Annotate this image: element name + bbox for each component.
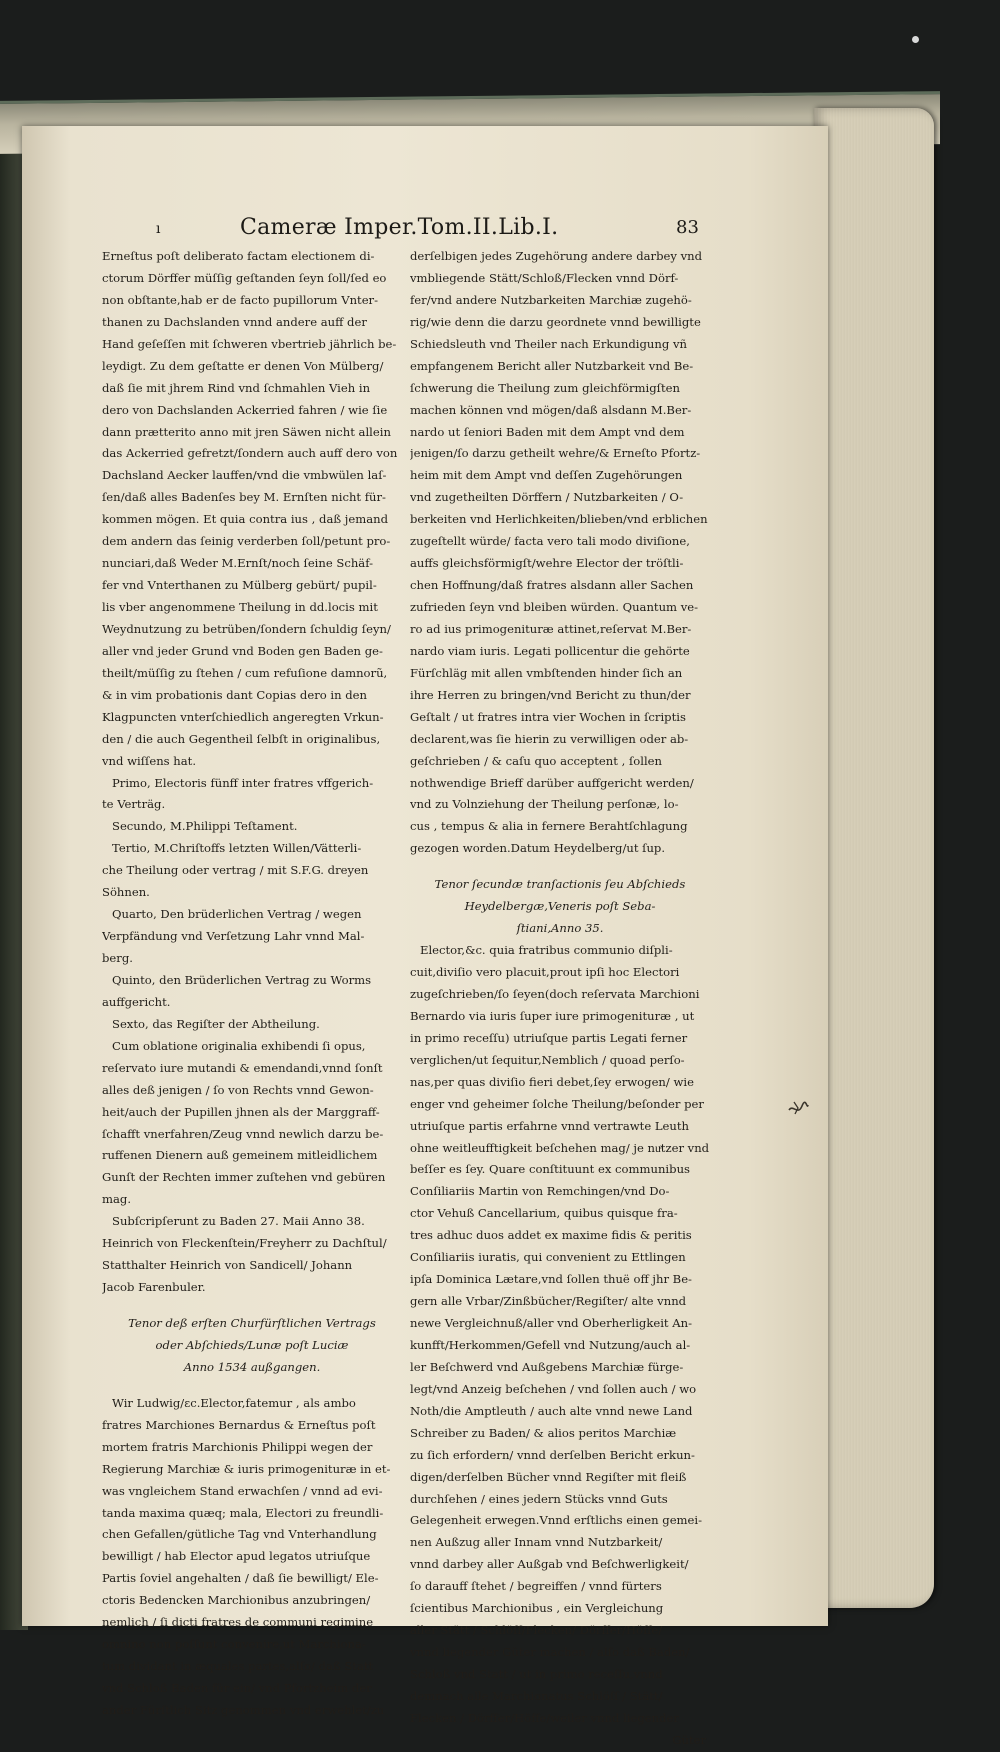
- text-line: dem andern das ſeinig verderben ſoll/petunt pro-: [102, 534, 391, 549]
- text-line: chen Hoffnung/daß fratres alsdann aller Sachen: [410, 578, 694, 593]
- text-line: Fürſchläg mit allen vmbſtenden hinder ſich an: [410, 665, 683, 680]
- text-line: geſchrieben / & caſu quo acceptent , ſollen: [410, 753, 662, 768]
- text-line: & in vim probationis dant Copias dero in den: [102, 687, 368, 702]
- text-line: thanen zu Dachslanden vnnd andere auff der: [102, 314, 367, 329]
- text-line: nardo ut ſeniori Baden mit dem Ampt vnd dem: [410, 424, 685, 439]
- text-line: Hand geſeſſen mit ſchweren vbertrieb jährlich be-: [102, 336, 397, 351]
- text-line: legt/vnd Anzeig beſchehen / vnd ſollen auch / wo: [410, 1381, 697, 1396]
- text-line: Gunſt der Rechten immer zuſtehen vnd gebüren: [102, 1170, 386, 1185]
- text-line: te Verträg.: [102, 797, 166, 812]
- text-line: auffs gleichsförmigſt/wehre Elector der tröſtli-: [410, 556, 684, 571]
- text-line: cus , tempus & alia in fernere Berahtſchlagung: [410, 819, 688, 834]
- text-line: nothwendige Brieff darüber auffgericht werden/: [410, 775, 694, 790]
- text-line: Tenor deß erſten Churfürſtlichen Vertrags: [128, 1316, 376, 1330]
- text-line: Subſcripſerunt zu Baden 27. Maii Anno 38.: [112, 1214, 365, 1229]
- text-line: Jacob Farenbuler.: [102, 1280, 206, 1295]
- text-line: durchſehen / eines jedern Stücks vnnd Guts: [410, 1491, 668, 1506]
- text-line: tanda maxima quæq; mala, Electori zu freundli-: [102, 1505, 384, 1520]
- text-line: Heinrich von Fleckenſtein/Freyherr zu Dachſtul/: [102, 1236, 387, 1251]
- text-line: Gelegenheit erwegen.Vnnd erſtlichs einen gemei-: [410, 1513, 703, 1528]
- text-line: beſſer es ſey. Quare conſtituunt ex communibus: [410, 1162, 690, 1177]
- text-line: Schreiber zu Baden/ & alios peritos Marchiæ: [410, 1425, 677, 1440]
- text-line: Conſiliariis iuratis, qui convenient zu Ettlingen: [410, 1250, 686, 1265]
- text-line: aller Stätt / Schlöſſ/Flecken/ Dörffer/Höffe/: [410, 1623, 663, 1638]
- text-line: ctorum Dörffer müſſig geſtanden ſeyn ſoll/ſed eo: [102, 270, 387, 285]
- text-line: kunfft/Herkommen/Gefell vnd Nutzung/auch al-: [410, 1337, 691, 1352]
- text-line: nunciari,daß Weder M.Ernſt/noch ſeine Schäf-: [102, 556, 374, 571]
- text-line: Partis ſoviel angehalten / daß ſie bewilligt/ Ele-: [102, 1571, 379, 1586]
- text-line: utriuſque partis erfahrne vnnd vertrawte Leuth: [410, 1118, 690, 1133]
- text-line: dann prætterito anno mit jren Säwen nicht allein: [102, 424, 391, 439]
- background-speck: [912, 36, 919, 43]
- text-line: rig/wie denn die darzu geordnete vnnd bewilligte: [410, 314, 701, 329]
- text-line: non obſtante,hab er de facto pupillorum Vnter-: [102, 292, 379, 307]
- text-line: vnd zugetheilten Dörffern / Nutzbarkeiten / O-: [410, 490, 684, 505]
- text-line: ſtiani,Anno 35.: [516, 921, 604, 936]
- text-line: mortem fratris Marchionis Philippi wegen der: [102, 1439, 373, 1454]
- text-line: daß ſie mit jhrem Rind vnd ſchmahlen Vieh in: [102, 380, 371, 395]
- text-line: den / die auch Gegentheil ſelbſt in originalibus,: [102, 731, 381, 746]
- text-line: Noth/die Amptleuth / auch alte vnnd newe Land: [410, 1403, 693, 1418]
- text-line: gern alle Vrbar/Zinßbücher/Regiſter/ alte vnnd: [410, 1294, 687, 1309]
- text-line: das Ackerried gefretzt/ſondern auch auff dero von: [102, 446, 398, 461]
- text-line: berkeiten vnd Herlichkeiten/blieben/vnd erblichen: [410, 512, 708, 527]
- text-line: Verpfändung vnd Verſetzung Lahr vnnd Mal-: [102, 929, 365, 944]
- text-line: nemlich / ſi dicti fratres de communi regimine: [102, 1615, 374, 1630]
- text-line: was vngleichem Stand erwachſen / vnnd ad evi-: [102, 1483, 383, 1498]
- text-line: mag.: [102, 1192, 132, 1207]
- text-line: Klagpuncten vnterſchiedlich angeregten Vrkun-: [102, 709, 384, 724]
- left-text-column: [102, 246, 402, 1722]
- spacer: [410, 860, 710, 874]
- text-line: Cum oblatione originalia exhibendi ſi opus,: [112, 1038, 366, 1053]
- text-line: vnd Schloß Baden für ein/ vnd Pfortzheim der: [102, 1681, 372, 1695]
- text-line: nas,per quas diviſio fieri debet,ſey erwogen/ wie: [410, 1074, 694, 1089]
- text-line: ander Fürſtlich Sitz genommen vnd erwehlet/zu: [102, 1702, 385, 1717]
- text-line: heim mit dem Ampt vnd deſſen Zugehörungen: [410, 468, 683, 483]
- header-mark: ı: [156, 221, 161, 237]
- text-line: nardo viam iuris. Legati pollicentur die gehörte: [410, 643, 690, 658]
- text-line: jenigen/ſo darzu getheilt wehre/& Erneſto Pfortz-: [410, 446, 701, 461]
- text-line: Quarto, Den brüderlichen Vertrag / wegen: [112, 907, 362, 922]
- text-line: Wir Ludwig/ɛc.Elector,fatemur , als ambo: [112, 1395, 356, 1410]
- page-fore-edge: [814, 108, 934, 1608]
- text-line: newe Vergleichnuß/aller vnd Oberherligkeit An-: [410, 1316, 693, 1330]
- text-line: ro ad ius primogenituræ attinet,reſervat M.Ber-: [410, 621, 692, 636]
- text-line: ipſa Dominica Lætare,vnd ſollen thuë off jhr Be-: [410, 1272, 692, 1287]
- text-line: ler Beſchwerd vnd Außgebens Marchiæ fürge-: [410, 1359, 684, 1374]
- running-header: [120, 215, 700, 247]
- text-line: ſo darauff ſtehet / begreiffen / vnnd fürters: [410, 1579, 662, 1594]
- text-line: ſchafft vnerfahren/Zeug vnnd newlich darzu be-: [102, 1126, 384, 1141]
- text-line: ctoris Bedencken Marchionibus anzubringen/: [102, 1593, 371, 1608]
- text-line: Bernardo via iuris ſuper iure primogenituræ , ut: [410, 1008, 695, 1023]
- text-line: ruffenen Dienern auß gemeinem mitleidlichem: [102, 1148, 378, 1163]
- text-line: demnach alle Marchionatus Schlöſſ / Stätt/: [410, 1688, 663, 1703]
- text-line: zufrieden ſeyn vnd bleiben würden. Quantum ve-: [410, 600, 699, 614]
- text-line: Anno 1534 außgangen.: [183, 1359, 321, 1374]
- text-line: vmbliegende Stätt/Schloß/Flecken vnnd Dörf-: [410, 270, 679, 285]
- text-line: oder Abſchieds/Lunæ poſt Luciæ: [155, 1337, 349, 1352]
- text-line: reſervato iure mutandi & emendandi,vnnd ſonſt: [102, 1060, 383, 1075]
- text-line: Erneſtus poſt deliberato factam electionem di-: [102, 249, 375, 263]
- text-line: empfangenem Bericht aller Nutzbarkeit vnd Be-: [410, 358, 694, 373]
- spacer: [102, 1379, 402, 1393]
- text-line: vnd zu Volnziehung der Theilung perſonæ, lo-: [410, 797, 679, 812]
- text-line: Secundo, M.Philippi Teſtament.: [112, 819, 298, 834]
- text-line: declarent,was ſie hierin zu verwilligen oder ab-: [410, 731, 689, 746]
- right-text-column: [410, 246, 710, 1752]
- text-line: zugeſtellt würde/ facta vero tali modo diviſione,: [410, 534, 690, 549]
- text-line: zugeſchrieben/ſo ſeyen(doch reſervata Marchioni: [410, 986, 700, 1001]
- text-line: ſen/daß alles Badenſes bey M. Ernſten nicht für-: [102, 490, 386, 505]
- header-title: Cameræ Imper.Tom.II.Lib.I.: [240, 215, 559, 240]
- text-line: machen können vnd mögen/daß alsdann M.Ber-: [410, 402, 692, 417]
- text-line: verglichen/ut ſequitur,Nemblich / quoad perſo-: [410, 1052, 685, 1067]
- text-line: ctor Vehuß Cancellarium, quibus quisque fra-: [410, 1206, 678, 1221]
- text-line: ſcientibus Marchionibus , ein Vergleichung: [410, 1601, 664, 1616]
- text-line: Sexto, das Regiſter der Abtheilung.: [112, 1016, 320, 1031]
- text-line: vnd wiſſens hat.: [102, 753, 197, 768]
- text-line: che Theilung oder vertrag / mit S.F.G. dreyen: [102, 863, 369, 878]
- text-line: vnnd liegender Güter machen / alſo daß Baden/: [410, 1645, 690, 1660]
- text-line: kommen mögen. Et quia contra ius , daß jemand: [102, 512, 389, 527]
- text-line: ohne weitleufftigkeit beſchehen mag/ je nuͤtzer vnd: [410, 1140, 710, 1155]
- text-line: fratres Marchiones Bernardus & Erneſtus poſt: [102, 1417, 376, 1432]
- text-line: nen Außzug aller Innam vnnd Nutzbarkeit/: [410, 1535, 663, 1550]
- text-line: Schloß vnd Statt / ut in primo receſſu,vnnd: [410, 1667, 663, 1681]
- text-line: theilt/müſſig zu ſtehen / cum refuſione damnorũ,: [102, 665, 388, 680]
- text-line: chen Gefallen/gütliche Tag vnd Vnterhandlung: [102, 1527, 377, 1542]
- spacer: [102, 1299, 402, 1313]
- text-line: tres adhuc duos addet ex maxime fidis & peritis: [410, 1228, 692, 1243]
- text-line: Tertio, M.Chriſtoffs letzten Willen/Vätterli-: [112, 841, 362, 856]
- text-line: Heydelbergæ,Veneris poſt Seba-: [464, 899, 656, 914]
- text-line: Regierung Marchiæ & iuris primogenituræ in et-: [102, 1461, 391, 1476]
- page-number: 83: [676, 217, 699, 238]
- text-line: berg.: [102, 951, 133, 965]
- text-line: leydigt. Zu dem geſtatte er denen Von Mülberg/: [102, 358, 384, 373]
- text-line: Tenor ſecundæ tranſactionis ſeu Abſchieds: [434, 877, 686, 892]
- text-line: Quinto, den Brüderlichen Vertrag zu Worms: [112, 972, 372, 987]
- text-line: Geſtalt / ut fratres intra vier Wochen in ſcriptis: [410, 709, 686, 724]
- text-line: ihre Herren zu bringen/vnd Bericht zu thun/der: [410, 687, 691, 702]
- text-line: alles deß jenigen / ſo von Rechts vnnd Gewon-: [102, 1082, 374, 1097]
- text-line: derſelbigen jedes Zugehörung andere darbey vnd: [410, 249, 703, 263]
- text-line: Flecken / Dörffer/Höffe/weiler vnnd liegender: [410, 1710, 679, 1725]
- text-line: gezogen worden.Datum Heydelberg/ut ſup.: [410, 841, 666, 856]
- text-line: Dachsland Aecker lauffen/vnd die vmbwülen laſ-: [102, 468, 387, 483]
- text-line: auffgericht.: [102, 994, 171, 1009]
- text-line: ſchwerung die Theilung zum gleichförmigſten: [410, 380, 680, 395]
- text-line: tum dividant in æquales partes,alſo/ daß Statt: [102, 1659, 374, 1674]
- text-line: bewilligt / hab Elector apud legatos utriuſque: [102, 1549, 371, 1564]
- text-line: digen/derſelben Bücher vnnd Regiſter mit fleiß: [410, 1469, 687, 1484]
- text-line: Söhnen.: [102, 885, 150, 900]
- text-line: vnnd darbey aller Außgab vnd Beſchwerligkeit/: [410, 1557, 689, 1572]
- text-line: zu ſich erfordern/ vnnd derſelben Bericht erkun-: [410, 1447, 695, 1462]
- text-line: aller vnd jeder Grund vnd Boden gen Baden ge-: [102, 643, 383, 658]
- text-line: Elector,&c. quia fratribus communio diſpli-: [420, 943, 673, 958]
- text-line: in primo receſſu) utriuſque partis Legati ferner: [410, 1030, 688, 1045]
- text-line: omnino non poſſunt convenire,ut Marchiona-: [102, 1637, 366, 1652]
- text-line: fer/vnd andere Nutzbarkeiten Marchiæ zugehö-: [410, 292, 692, 307]
- text-line: Conſiliariis Martin von Remchingen/vnd Do-: [410, 1184, 670, 1199]
- text-line: heit/auch der Pupillen jhnen als der Marggraff-: [102, 1104, 380, 1119]
- ink-doodle-icon: [786, 1096, 810, 1120]
- text-line: Schiedsleuth vnd Theiler nach Erkundigung vñ: [410, 336, 687, 351]
- text-line: Weydnutzung zu betrüben/ſondern ſchuldig ſeyn/: [102, 621, 391, 636]
- text-line: cuit,diviſio vero placuit,prout ipſi hoc Electori: [410, 965, 680, 979]
- text-line: fer vnd Vnterthanen zu Mülberg gebürt/ pupil-: [102, 578, 377, 593]
- text-line: Statthalter Heinrich von Sandicell/ Johann: [102, 1258, 353, 1273]
- text-line: dero von Dachslanden Ackerried fahren / wie ſie: [102, 402, 388, 417]
- text-line: Primo, Electoris fünff inter fratres vffgerich-: [112, 775, 374, 790]
- text-line: Güter: [672, 1732, 706, 1747]
- text-line: lis vber angenommene Theilung in dd.locis mit: [102, 600, 378, 614]
- text-line: enger vnd geheimer ſolche Theilung/beſonder per: [410, 1096, 704, 1111]
